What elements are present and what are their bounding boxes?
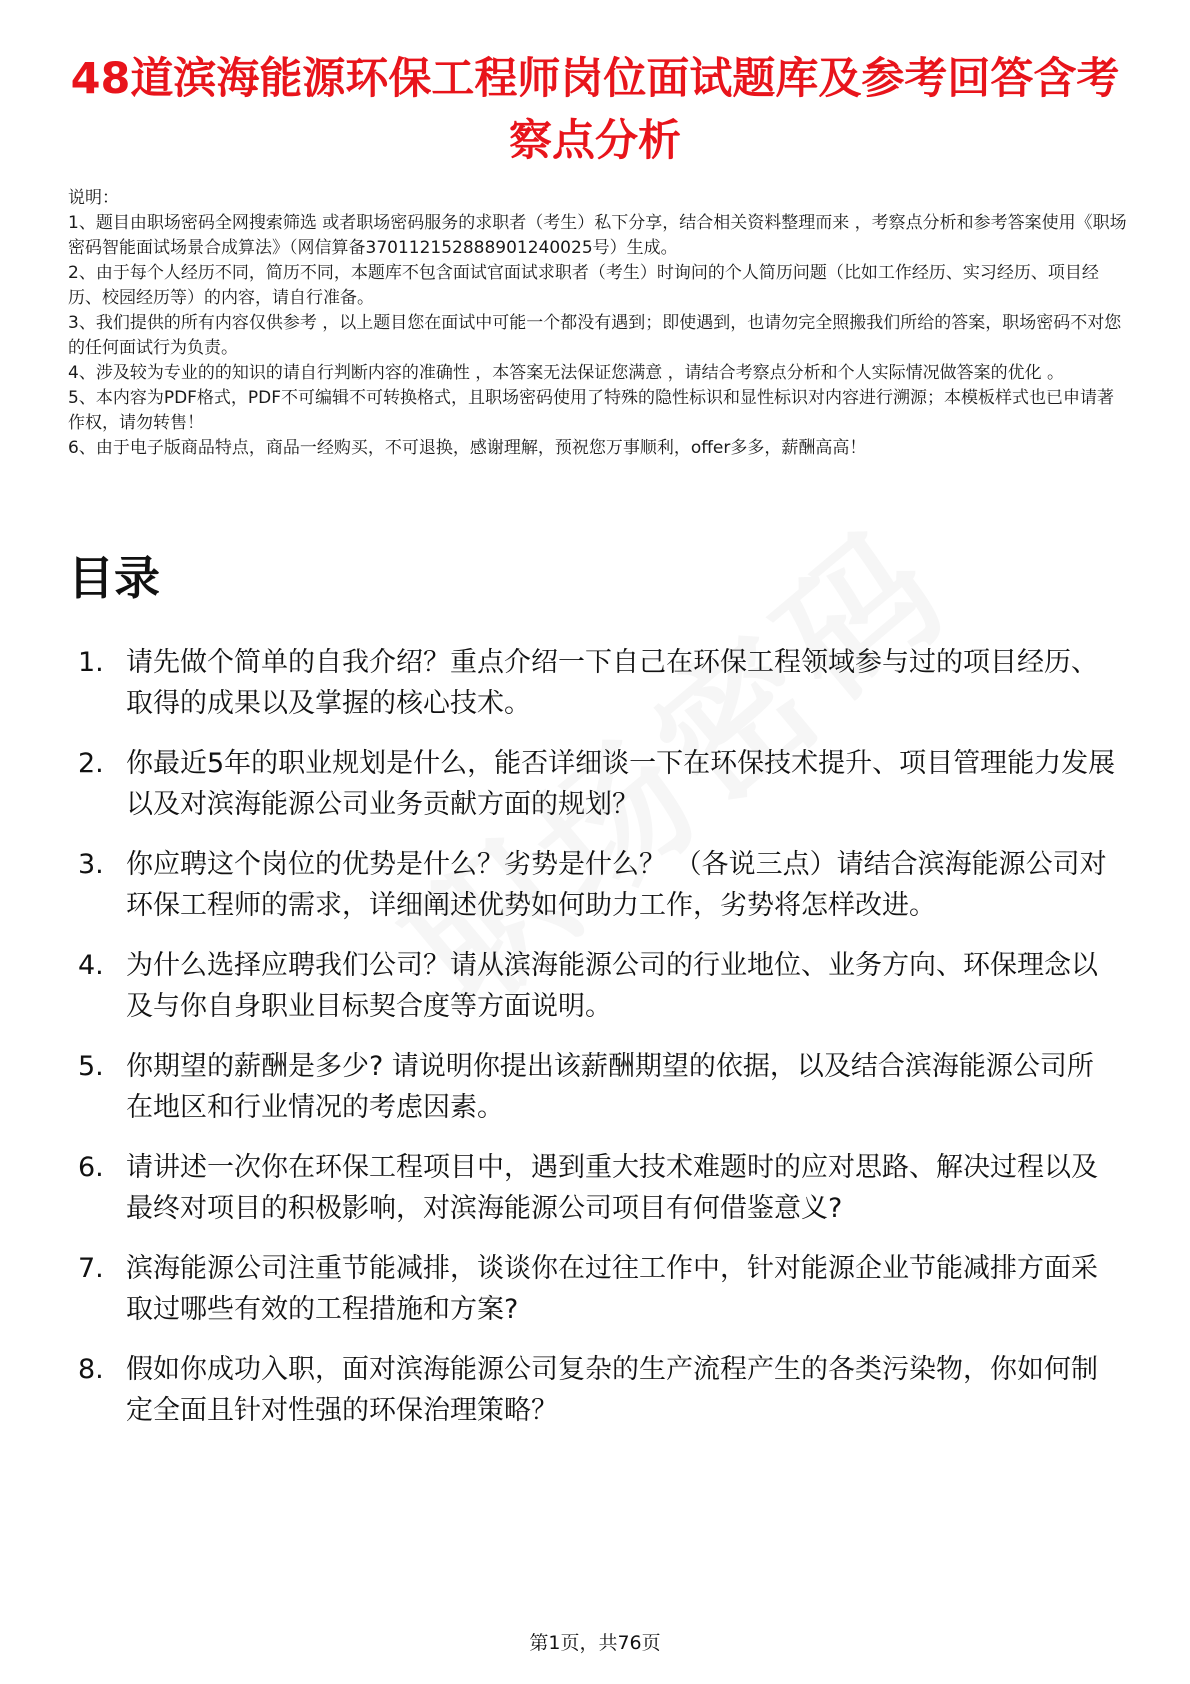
toc-item-text: 假如你成功入职，面对滨海能源公司复杂的生产流程产生的各类污染物，你如何制定全面且针对性强的环保治理策略？ [126,1354,1098,1426]
toc-item-number: 5. [78,1051,104,1082]
notes-heading: 说明： [68,188,119,208]
note-item: 2、由于每个人经历不同，简历不同，本题库不包含面试官面试求职者（考生）时询问的个人简历问题（比如工作经历、实习经历、项目经历、校园经历等）的内容，请自行准备。 [68,263,1099,308]
toc-item-number: 1. [78,647,104,678]
toc-item[interactable] [78,945,1118,1027]
toc-item[interactable] [78,743,1118,825]
note-item: 1、题目由职场密码全网搜索筛选 或者职场密码服务的求职者（考生）私下分享，结合相关资料整理而来 ，考察点分析和参考答案使用《职场密码智能面试场景合成算法》（网信算备370112152888901240025号）生成。 [68,213,1127,258]
toc-item-number: 8. [78,1354,104,1385]
notes-section [68,186,1128,461]
toc-item-text: 你应聘这个岗位的优势是什么？劣势是什么？ （各说三点）请结合滨海能源公司对环保工程师的需求，详细阐述优势如何助力工作，劣势将怎样改进。 [126,849,1107,921]
toc-item-text: 请讲述一次你在环保工程项目中，遇到重大技术难题时的应对思路、解决过程以及最终对项目的积极影响，对滨海能源公司项目有何借鉴意义? [126,1152,1098,1224]
toc-item[interactable] [78,642,1118,724]
toc-item[interactable] [78,1248,1118,1330]
toc-item-number: 4. [78,950,104,981]
note-item: 6、由于电子版商品特点，商品一经购买，不可退换，感谢理解，预祝您万事顺利，offer多多，薪酬高高！ [68,438,867,458]
note-item: 5、本内容为PDF格式，PDF不可编辑不可转换格式，且职场密码使用了特殊的隐性标识和显性标识对内容进行溯源；本模板样式也已申请著作权，请勿转售！ [68,388,1115,433]
toc-item-text: 请先做个简单的自我介绍？重点介绍一下自己在环保工程领域参与过的项目经历、取得的成果以及掌握的核心技术。 [126,647,1098,719]
toc-item-text: 滨海能源公司注重节能减排，谈谈你在过往工作中，针对能源企业节能减排方面采取过哪些有效的工程措施和方案? [126,1253,1098,1325]
toc-item-number: 7. [78,1253,104,1284]
toc-item-number: 2. [78,748,104,779]
toc-item[interactable] [78,1349,1118,1431]
toc-item-text: 为什么选择应聘我们公司？请从滨海能源公司的行业地位、业务方向、环保理念以及与你自身职业目标契合度等方面说明。 [126,950,1098,1022]
toc-item[interactable] [78,844,1118,926]
page-footer: 第1页，共76页 [529,1632,661,1654]
toc-item[interactable] [78,1147,1118,1229]
toc-item-text: 你最近5年的职业规划是什么，能否详细谈一下在环保技术提升、项目管理能力发展以及对滨海能源公司业务贡献方面的规划？ [126,748,1116,820]
toc-list [78,642,1118,1450]
toc-item-number: 6. [78,1152,104,1183]
toc-heading: 目录 [68,551,160,605]
note-item: 3、我们提供的所有内容仅供参考 ，以上题目您在面试中可能一个都没有遇到；即使遇到，也请勿完全照搬我们所给的答案，职场密码不对您的任何面试行为负责。 [68,313,1122,358]
toc-item-text: 你期望的薪酬是多少? 请说明你提出该薪酬期望的依据，以及结合滨海能源公司所在地区和行业情况的考虑因素。 [126,1051,1094,1123]
document-title: 48道滨海能源环保工程师岗位面试题库及参考回答含考察点分析 [70,54,1120,166]
note-item: 4、涉及较为专业的的知识的请自行判断内容的准确性 ，本答案无法保证您满意 ，请结合考察点分析和个人实际情况做答案的优化 。 [68,363,1065,383]
toc-item[interactable] [78,1046,1118,1128]
toc-item-number: 3. [78,849,104,880]
